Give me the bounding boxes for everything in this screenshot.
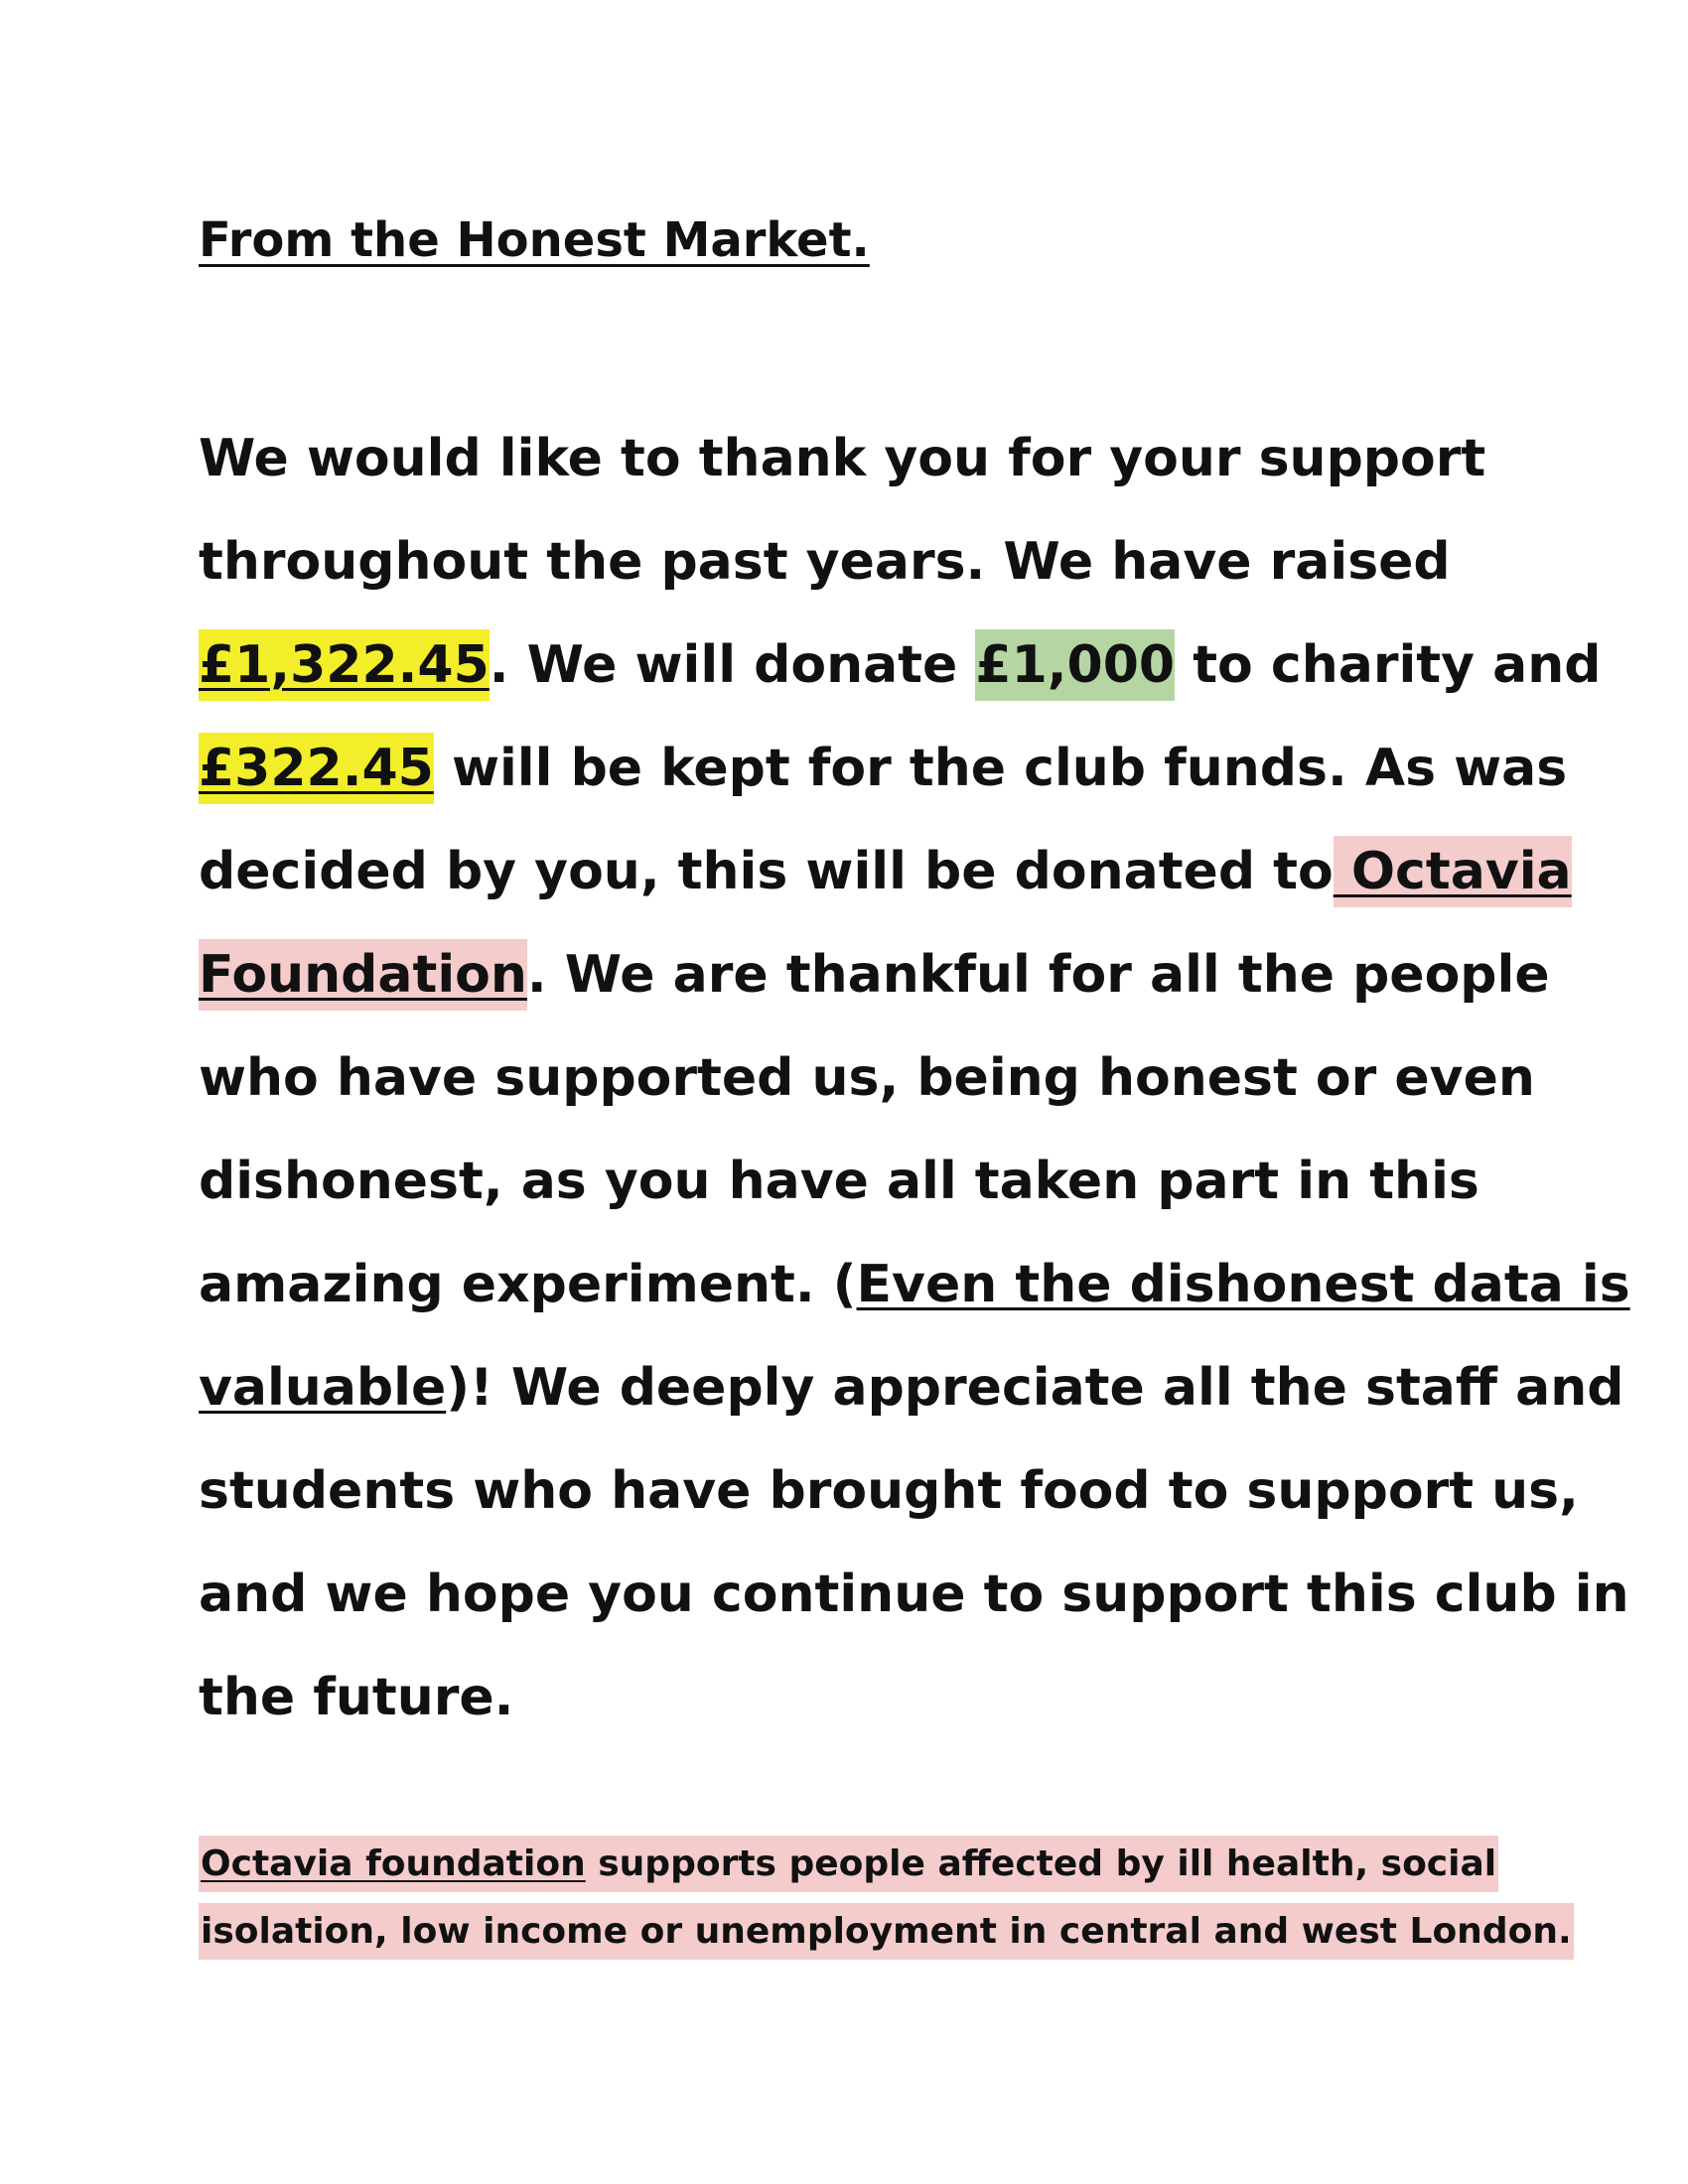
body-text-fragment: . We are thankful for all the people [526,945,1550,1005]
amount-raised-highlight: £1,322.45 [199,629,490,701]
body-line [199,820,1572,923]
document-title: From the Honest Market. [199,212,870,268]
footnote-org-name: Octavia foundation [201,1843,586,1884]
body-line [199,923,1550,1026]
underlined-note: Even the dishonest data is [856,1255,1630,1314]
body-text-fragment: . We will donate [489,635,976,695]
charity-name-highlight: Foundation [199,939,527,1011]
footnote-highlight [199,1836,1498,1892]
amount-donated-highlight: £1,000 [975,629,1175,701]
body-line [199,614,1602,717]
letter-body [199,407,1630,1749]
footnote-highlight: isolation, low income or unemployment in central and west London. [199,1903,1574,1960]
body-text-fragment: will be kept for the club funds. As was [433,739,1568,798]
body-line: and we hope you continue to support this club in [199,1565,1629,1624]
amount-kept-highlight: £322.45 [199,733,434,804]
body-line: the future. [199,1668,514,1727]
body-text-fragment: )! We deeply appreciate all the staff and [446,1358,1624,1418]
footnote-line [199,1898,1572,1966]
body-line: throughout the past years. We have raised [199,532,1451,592]
charity-name-highlight: Octavia [1334,836,1572,907]
body-line [199,1336,1624,1439]
body-text-fragment: to charity and [1175,635,1602,695]
body-text-fragment: amazing experiment. ( [199,1255,857,1314]
footnote-line [199,1831,1509,1898]
body-line: dishonest, as you have all taken part in this [199,1152,1479,1211]
body-line: students who have brought food to support us, [199,1461,1579,1521]
underlined-note: valuable [199,1358,447,1418]
body-line [199,1233,1630,1336]
footnote [199,1831,1572,1966]
footnote-text: supports people affected by ill health, social [585,1843,1497,1884]
body-line [199,717,1568,820]
body-text-fragment: decided by you, this will be donated to [199,842,1334,901]
body-line: who have supported us, being honest or even [199,1048,1535,1108]
body-line: We would like to thank you for your support [199,429,1486,488]
